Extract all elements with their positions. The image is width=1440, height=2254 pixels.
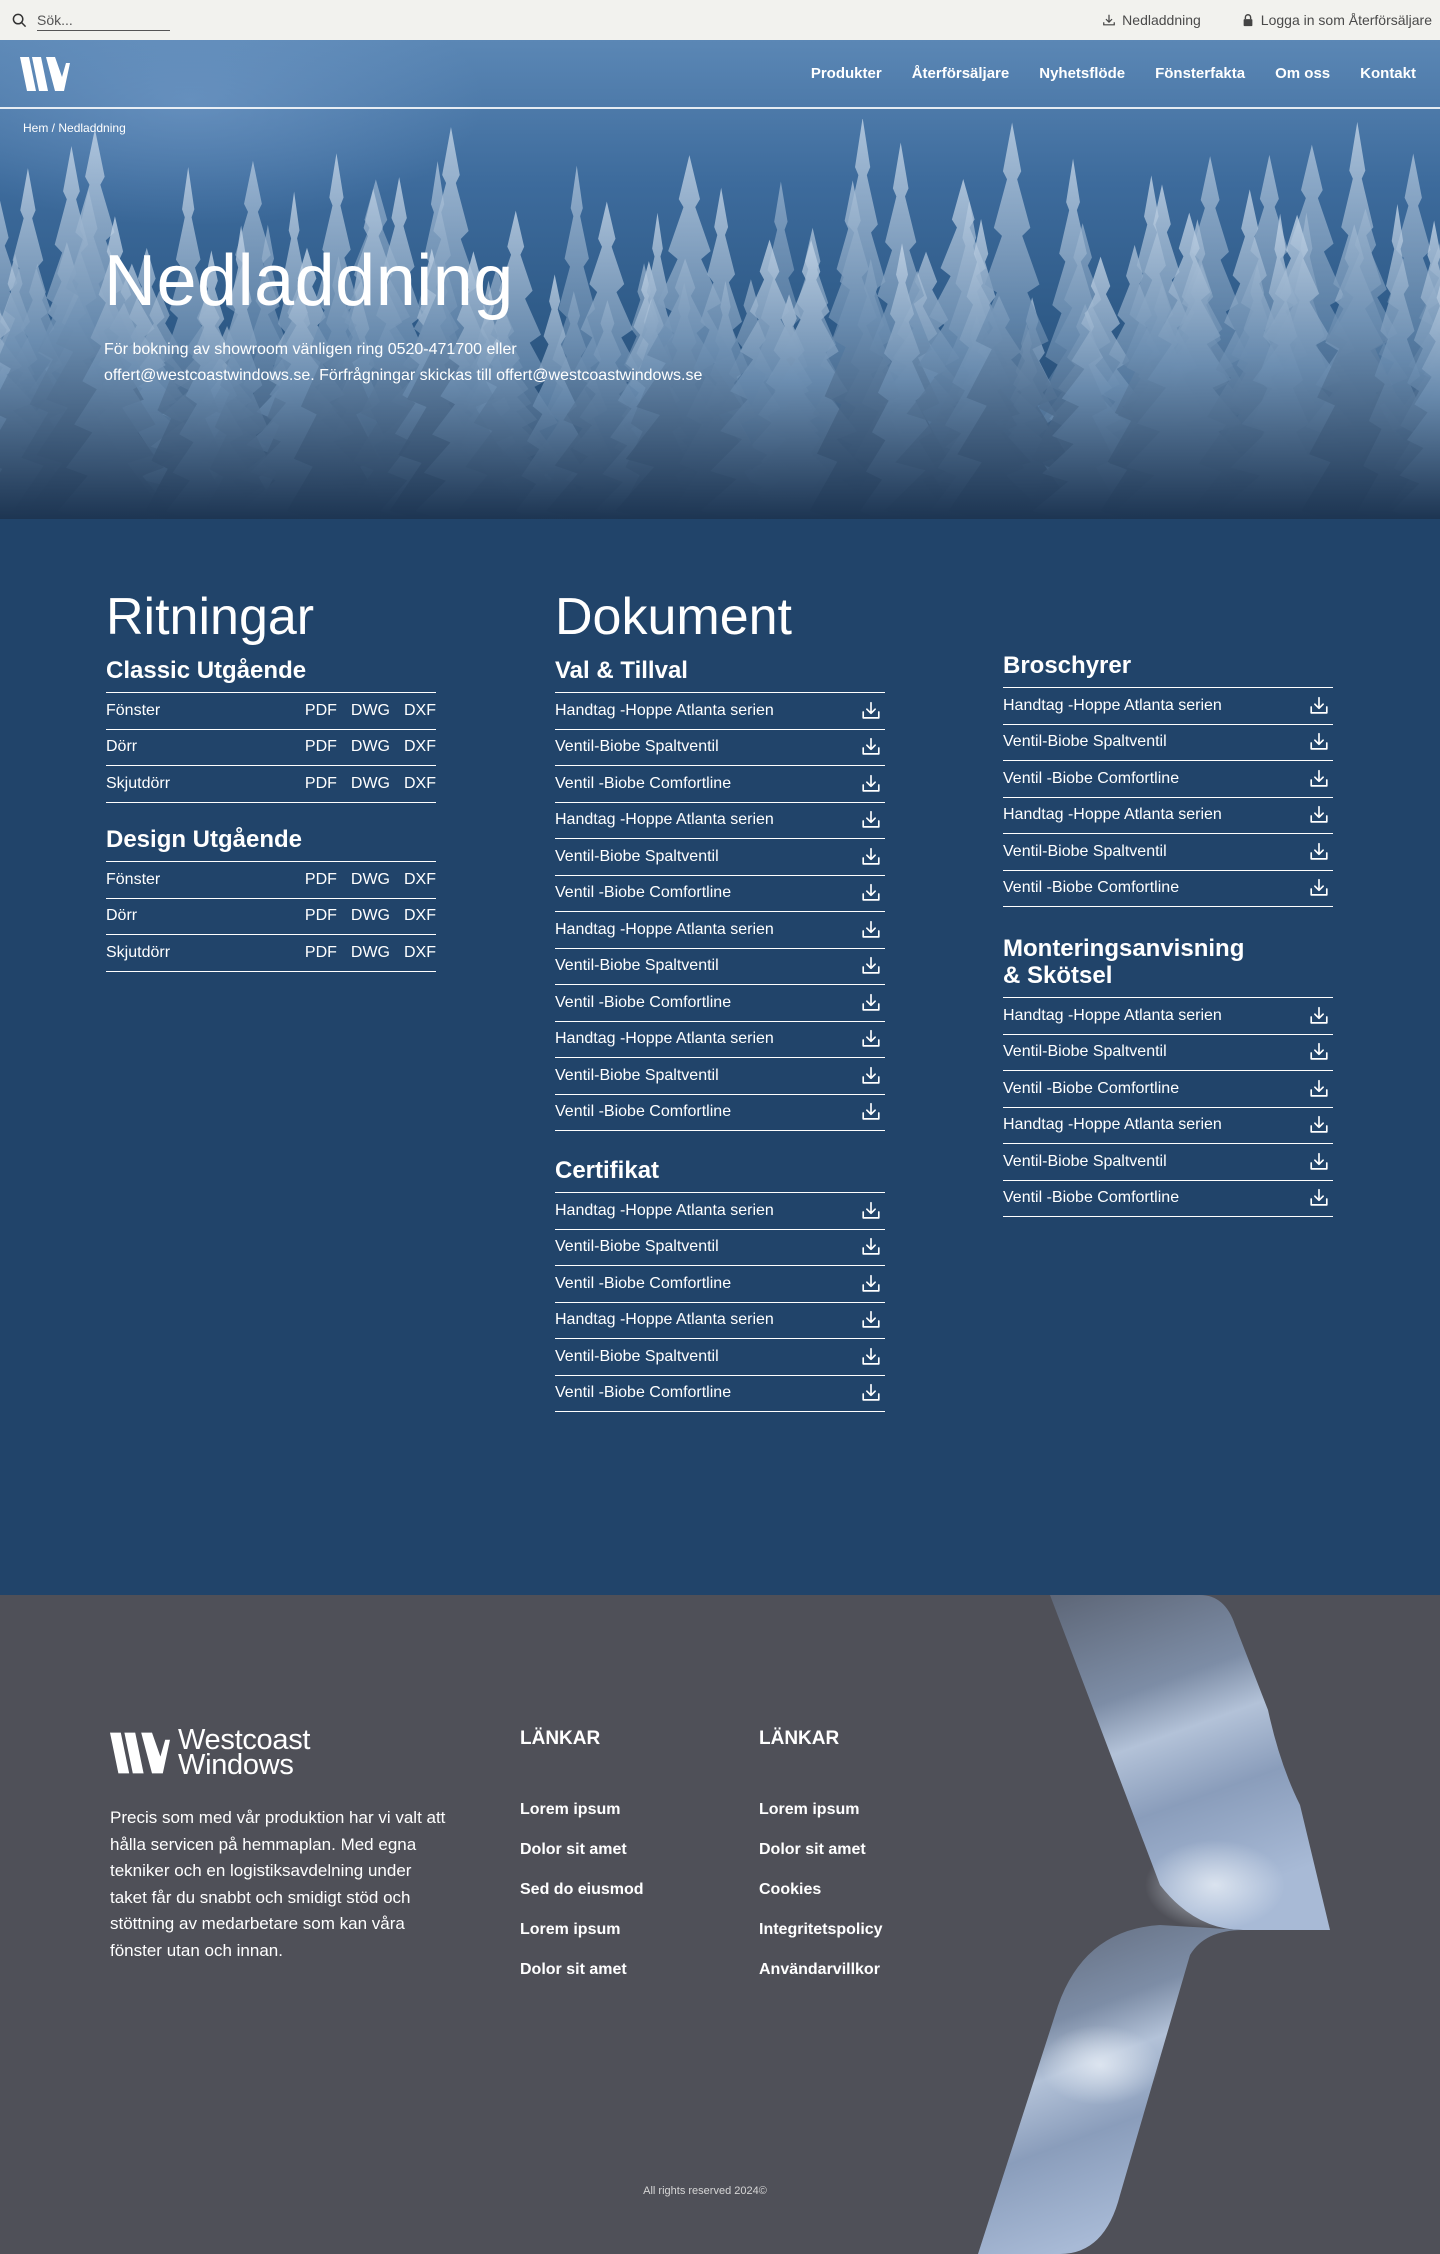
row-label: Ventil-Biobe Spaltventil — [1003, 1043, 1167, 1061]
document-row[interactable] — [1003, 1144, 1333, 1181]
document-row[interactable] — [1003, 871, 1333, 908]
hero-content — [0, 135, 1440, 389]
download-icon[interactable] — [860, 846, 882, 868]
format-link[interactable]: DWG — [350, 774, 390, 792]
broschyrer-rows — [1003, 688, 1333, 907]
drawing-row — [106, 730, 436, 767]
row-label: Ventil -Biobe Comfortline — [555, 1103, 732, 1121]
download-icon[interactable] — [860, 809, 882, 831]
nav-item-nyhetsflode[interactable]: Nyhetsflöde — [1039, 65, 1126, 82]
format-link[interactable]: DWG — [350, 943, 390, 961]
footer-link[interactable]: Lorem ipsum — [520, 1921, 621, 1938]
footer-link[interactable]: Dolor sit amet — [520, 1961, 627, 1978]
format-links — [305, 944, 436, 962]
download-icon[interactable] — [860, 700, 882, 722]
download-icon[interactable] — [860, 1382, 882, 1404]
drawing-row — [106, 862, 436, 899]
row-label: Ventil-Biobe Spaltventil — [1003, 1152, 1167, 1170]
download-icon[interactable] — [1308, 1005, 1330, 1027]
row-label: Dörr — [106, 738, 138, 756]
row-label: Ventil -Biobe Comfortline — [555, 884, 732, 902]
download-icon[interactable] — [860, 1273, 882, 1295]
breadcrumb-current: Nedladdning — [58, 121, 126, 135]
breadcrumb-home[interactable]: Hem — [23, 121, 49, 135]
broschyrer-title: Broschyrer — [1003, 652, 1333, 688]
download-icon[interactable] — [1308, 841, 1330, 863]
search-box — [12, 10, 170, 31]
row-label: Ventil -Biobe Comfortline — [1003, 1189, 1180, 1207]
row-label: Dörr — [106, 907, 138, 925]
download-icon[interactable] — [1308, 1078, 1330, 1100]
row-label: Ventil -Biobe Comfortline — [1003, 879, 1180, 897]
drawing-row — [106, 766, 436, 803]
downloads-section — [0, 519, 1440, 1595]
montering-title — [1003, 935, 1333, 998]
document-row[interactable] — [1003, 1181, 1333, 1218]
document-row[interactable] — [1003, 1071, 1333, 1108]
download-icon[interactable] — [1308, 1041, 1330, 1063]
row-label: Ventil-Biobe Spaltventil — [555, 1238, 719, 1256]
footer-logo[interactable] — [110, 1724, 311, 1781]
val-tillval-section — [555, 657, 885, 1131]
download-icon[interactable] — [1308, 768, 1330, 790]
format-link[interactable]: DWG — [350, 907, 390, 925]
footer-wordmark-line-1: Westcoast — [178, 1724, 311, 1756]
row-label: Handtag -Hoppe Atlanta serien — [555, 1311, 774, 1329]
val-tillval-title: Val & Tillval — [555, 657, 885, 693]
nav-item-fonsterfakta[interactable]: Fönsterfakta — [1155, 65, 1246, 82]
montering-title-line-2: & Skötsel — [1003, 962, 1113, 989]
download-icon[interactable] — [860, 992, 882, 1014]
document-row[interactable] — [1003, 834, 1333, 871]
page-title: Nedladdning — [104, 241, 514, 321]
top-utility-bar — [0, 0, 1440, 40]
drawing-row — [106, 899, 436, 936]
download-icon[interactable] — [1308, 695, 1330, 717]
footer-link[interactable]: Dolor sit amet — [759, 1841, 866, 1858]
format-link[interactable]: PDF — [304, 701, 337, 719]
row-label: Ventil-Biobe Spaltventil — [1003, 733, 1167, 751]
broschyrer-section — [1003, 652, 1333, 907]
drawing-row — [106, 693, 436, 730]
download-icon[interactable] — [860, 736, 882, 758]
document-row[interactable] — [555, 730, 885, 767]
download-link[interactable] — [1102, 12, 1201, 28]
document-row[interactable] — [555, 1193, 885, 1230]
document-row[interactable] — [555, 1303, 885, 1340]
format-link[interactable]: DXF — [404, 701, 436, 719]
format-link[interactable]: DWG — [350, 701, 390, 719]
download-icon[interactable] — [1308, 1114, 1330, 1136]
row-label: Ventil -Biobe Comfortline — [555, 774, 732, 792]
format-link[interactable]: PDF — [304, 870, 337, 888]
row-label: Handtag -Hoppe Atlanta serien — [555, 811, 774, 829]
format-links — [305, 738, 436, 756]
format-links — [305, 871, 436, 889]
document-row[interactable] — [555, 839, 885, 876]
breadcrumb — [0, 109, 1440, 135]
document-row[interactable] — [555, 766, 885, 803]
row-label: Handtag -Hoppe Atlanta serien — [1003, 696, 1222, 714]
row-label: Ventil -Biobe Comfortline — [1003, 1079, 1180, 1097]
download-icon[interactable] — [860, 1309, 882, 1331]
document-row[interactable] — [555, 1376, 885, 1413]
row-label: Skjutdörr — [106, 774, 171, 792]
footer-links-title-1: LÄNKAR — [520, 1728, 601, 1749]
document-row[interactable] — [555, 912, 885, 949]
document-row[interactable] — [555, 1058, 885, 1095]
format-link[interactable]: DXF — [404, 943, 436, 961]
download-icon[interactable] — [860, 773, 882, 795]
footer-link[interactable]: Lorem ipsum — [520, 1801, 621, 1818]
montering-rows — [1003, 998, 1333, 1217]
certifikat-rows — [555, 1193, 885, 1412]
design-title: Design Utgående — [106, 826, 436, 862]
download-link-label: Nedladdning — [1122, 12, 1201, 28]
document-row[interactable] — [555, 949, 885, 986]
footer-logo-icon — [110, 1730, 170, 1776]
download-icon[interactable] — [1308, 731, 1330, 753]
footer-links-title-2: LÄNKAR — [759, 1728, 840, 1749]
row-label: Handtag -Hoppe Atlanta serien — [555, 1030, 774, 1048]
search-icon[interactable] — [12, 13, 27, 28]
montering-section — [1003, 935, 1333, 1217]
dealer-login-label: Logga in som Återförsäljare — [1260, 12, 1432, 28]
format-link[interactable]: PDF — [304, 738, 337, 756]
lock-icon — [1241, 13, 1255, 27]
row-label: Handtag -Hoppe Atlanta serien — [555, 920, 774, 938]
footer-link[interactable]: Sed do eiusmod — [520, 1881, 644, 1898]
footer-wordmark — [178, 1724, 311, 1781]
download-icon[interactable] — [860, 1101, 882, 1123]
document-row[interactable] — [555, 876, 885, 913]
download-icon[interactable] — [860, 1028, 882, 1050]
row-label: Ventil-Biobe Spaltventil — [1003, 842, 1167, 860]
classic-rows — [106, 693, 436, 803]
classic-section — [106, 657, 436, 803]
hero-banner — [0, 40, 1440, 519]
format-link[interactable]: DWG — [350, 738, 390, 756]
row-label: Ventil -Biobe Comfortline — [1003, 769, 1180, 787]
row-label: Ventil -Biobe Comfortline — [555, 1274, 732, 1292]
row-label: Skjutdörr — [106, 943, 171, 961]
hero-description — [104, 337, 764, 389]
footer-link-privacy[interactable]: Integritetspolicy — [759, 1921, 883, 1938]
download-icon[interactable] — [1308, 1187, 1330, 1209]
document-row[interactable] — [555, 1266, 885, 1303]
footer-link-terms[interactable]: Användarvillkor — [759, 1961, 880, 1978]
row-label: Handtag -Hoppe Atlanta serien — [1003, 1116, 1222, 1134]
row-label: Fönster — [106, 701, 161, 719]
footer-about-text: Precis som med vår produktion har vi valt att hålla servicen på hemmaplan. Med egna tekniker och en logistiksavdelning under taket får du snabbt och smidigt stöd och stöttning av medarbetare som kan våra fönster utan och innan. — [110, 1808, 446, 1960]
format-link[interactable]: DXF — [404, 774, 436, 792]
format-links — [305, 907, 436, 925]
document-row[interactable] — [1003, 998, 1333, 1035]
ritningar-heading: Ritningar — [106, 588, 315, 646]
download-icon[interactable] — [860, 1346, 882, 1368]
row-label: Ventil-Biobe Spaltventil — [555, 738, 719, 756]
hero-text-line-2: offert@westcoastwindows.se. Förfrågningar skickas till offert@westcoastwindows.se — [104, 367, 703, 384]
hero-text-line-1: För bokning av showroom vänligen ring 0520-471700 eller — [104, 341, 517, 358]
site-footer — [0, 1595, 1440, 2254]
footer-link[interactable]: Lorem ipsum — [759, 1801, 860, 1818]
main-navigation — [811, 65, 1416, 82]
document-row[interactable] — [555, 1339, 885, 1376]
design-section — [106, 826, 436, 972]
row-label: Handtag -Hoppe Atlanta serien — [1003, 806, 1222, 824]
document-row[interactable] — [1003, 1035, 1333, 1072]
row-label: Handtag -Hoppe Atlanta serien — [555, 1201, 774, 1219]
row-label: Handtag -Hoppe Atlanta serien — [555, 701, 774, 719]
document-row[interactable] — [1003, 761, 1333, 798]
row-label: Fönster — [106, 870, 161, 888]
download-icon[interactable] — [860, 919, 882, 941]
document-row[interactable] — [1003, 688, 1333, 725]
certifikat-title: Certifikat — [555, 1157, 885, 1193]
nav-item-produkter[interactable]: Produkter — [810, 65, 882, 82]
dealer-login-link[interactable] — [1241, 12, 1432, 28]
breadcrumb-separator: / — [48, 121, 59, 135]
site-header — [0, 40, 1440, 109]
download-icon[interactable] — [860, 1200, 882, 1222]
format-links — [305, 775, 436, 793]
format-link[interactable]: DXF — [404, 738, 436, 756]
footer-wordmark-line-2: Windows — [178, 1749, 294, 1781]
format-link[interactable]: PDF — [304, 907, 337, 925]
download-icon[interactable] — [860, 1236, 882, 1258]
document-row[interactable] — [555, 1022, 885, 1059]
nav-item-om-oss[interactable]: Om oss — [1275, 65, 1331, 82]
footer-links-column-2 — [759, 1728, 883, 2000]
row-label: Handtag -Hoppe Atlanta serien — [1003, 1006, 1222, 1024]
download-icon[interactable] — [860, 882, 882, 904]
document-row[interactable] — [555, 985, 885, 1022]
download-icon[interactable] — [1308, 877, 1330, 899]
row-label: Ventil-Biobe Spaltventil — [555, 957, 719, 975]
download-icon[interactable] — [860, 955, 882, 977]
document-row[interactable] — [555, 1095, 885, 1132]
document-row[interactable] — [555, 803, 885, 840]
format-link[interactable]: PDF — [304, 774, 337, 792]
nav-item-aterforsaljare[interactable]: Återförsäljare — [911, 65, 1010, 82]
download-icon[interactable] — [1308, 1151, 1330, 1173]
footer-links-column-1 — [520, 1728, 644, 2000]
certifikat-section — [555, 1157, 885, 1412]
format-link[interactable]: DXF — [404, 907, 436, 925]
format-links — [305, 702, 436, 720]
row-label: Ventil-Biobe Spaltventil — [555, 1347, 719, 1365]
format-link[interactable]: DWG — [350, 870, 390, 888]
document-row[interactable] — [1003, 1108, 1333, 1145]
logo-icon[interactable] — [20, 55, 70, 93]
document-row[interactable] — [1003, 725, 1333, 762]
format-link[interactable]: DXF — [404, 870, 436, 888]
montering-title-line-1: Monteringsanvisning — [1003, 935, 1245, 962]
download-icon[interactable] — [860, 1065, 882, 1087]
download-icon — [1102, 13, 1116, 27]
row-label: Ventil-Biobe Spaltventil — [555, 847, 719, 865]
utility-links — [1102, 12, 1432, 28]
copyright: All rights reserved 2024© — [643, 2185, 767, 2197]
design-rows — [106, 862, 436, 972]
row-label: Ventil -Biobe Comfortline — [555, 1384, 732, 1402]
val-tillval-rows — [555, 693, 885, 1131]
drawing-row — [106, 935, 436, 972]
download-icon[interactable] — [1308, 804, 1330, 826]
classic-title: Classic Utgående — [106, 657, 436, 693]
document-row[interactable] — [555, 693, 885, 730]
footer-link[interactable]: Dolor sit amet — [520, 1841, 627, 1858]
dokument-heading: Dokument — [555, 588, 792, 646]
footer-link-cookies[interactable]: Cookies — [759, 1881, 822, 1898]
format-link[interactable]: PDF — [304, 943, 337, 961]
search-input[interactable] — [37, 10, 170, 31]
document-row[interactable] — [555, 1230, 885, 1267]
document-row[interactable] — [1003, 798, 1333, 835]
nav-item-kontakt[interactable]: Kontakt — [1360, 65, 1416, 82]
row-label: Ventil -Biobe Comfortline — [555, 993, 732, 1011]
row-label: Ventil-Biobe Spaltventil — [555, 1066, 719, 1084]
